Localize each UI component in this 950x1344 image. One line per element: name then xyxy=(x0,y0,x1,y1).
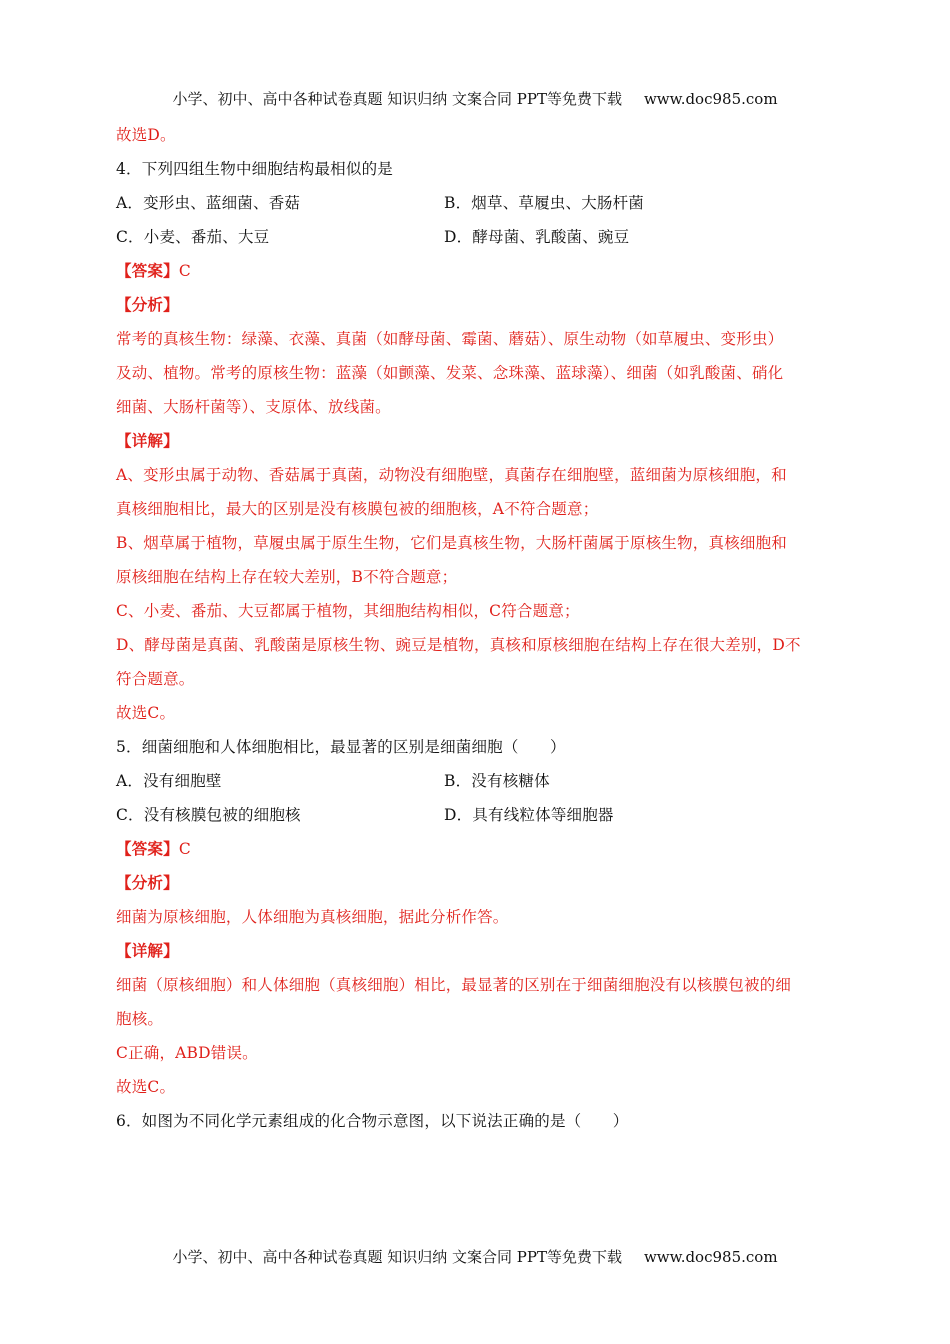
q4-detail-line: C、小麦、番茄、大豆都属于植物，其细胞结构相似，C符合题意； xyxy=(116,602,580,620)
page-footer xyxy=(0,1246,950,1267)
q4-detail-tag: 【详解】 xyxy=(116,431,179,450)
q4-answer xyxy=(116,254,840,288)
q5-detail-heading xyxy=(116,934,840,968)
q4-option-c: C．小麦、番茄、大豆 xyxy=(116,228,270,246)
q4-detail-line: 真核细胞相比，最大的区别是没有核膜包被的细胞核，A不符合题意； xyxy=(116,500,599,518)
q4-analysis-heading xyxy=(116,288,840,322)
q4-detail-line: B、烟草属于植物，草履虫属于原生生物，它们是真核生物，大肠杆菌属于原核生物，真核细胞和 xyxy=(116,534,787,552)
q4-answer-value: C xyxy=(178,262,191,280)
q4-analysis-line: 及动、植物。常考的原核生物：蓝藻（如颤藻、发菜、念珠藻、蓝球藻）、细菌（如乳酸菌、硝化 xyxy=(116,364,784,382)
q5-detail-line: 胞核。 xyxy=(116,1010,164,1028)
q5-detail-tag: 【详解】 xyxy=(116,941,179,960)
q6-stem: 6．如图为不同化学元素组成的化合物示意图，以下说法正确的是（ ） xyxy=(116,1112,629,1130)
q4-conclusion: 故选C。 xyxy=(116,704,176,722)
prev-conclusion: 故选D。 xyxy=(116,126,176,144)
document-body xyxy=(116,118,840,1138)
q5-answer-tag: 【答案】 xyxy=(116,839,179,858)
q5-answer xyxy=(116,832,840,866)
q5-stem: 5．细菌细胞和人体细胞相比，最显著的区别是细菌细胞（ ） xyxy=(116,738,566,756)
header-text: 小学、初中、高中各种试卷真题 知识归纳 文案合同 PPT等免费下载 xyxy=(172,90,622,108)
q4-stem: 4．下列四组生物中细胞结构最相似的是 xyxy=(116,160,393,178)
q5-options-row-1 xyxy=(116,764,840,798)
q5-option-b: B．没有核糖体 xyxy=(444,772,550,790)
q5-analysis-heading xyxy=(116,866,840,900)
footer-text: 小学、初中、高中各种试卷真题 知识归纳 文案合同 PPT等免费下载 xyxy=(172,1248,622,1266)
q5-detail-line: 细菌（原核细胞）和人体细胞（真核细胞）相比，最显著的区别在于细菌细胞没有以核膜包被的细 xyxy=(116,976,792,994)
q5-option-a: A．没有细胞壁 xyxy=(116,772,222,790)
q4-detail-heading xyxy=(116,424,840,458)
q5-options-row-2 xyxy=(116,798,840,832)
q4-detail-line: A、变形虫属于动物、香菇属于真菌，动物没有细胞壁，真菌存在细胞壁，蓝细菌为原核细胞，和 xyxy=(116,466,787,484)
q5-option-d: D．具有线粒体等细胞器 xyxy=(444,806,614,824)
q4-options-row-2 xyxy=(116,220,840,254)
q4-detail-line: 原核细胞在结构上存在较大差别，B不符合题意； xyxy=(116,568,458,586)
q4-options-row-1 xyxy=(116,186,840,220)
q5-analysis-line: 细菌为原核细胞，人体细胞为真核细胞，据此分析作答。 xyxy=(116,908,509,926)
q4-analysis-line: 常考的真核生物：绿藻、衣藻、真菌（如酵母菌、霉菌、蘑菇）、原生动物（如草履虫、变形虫） xyxy=(116,330,784,348)
q5-option-c: C．没有核膜包被的细胞核 xyxy=(116,806,301,824)
header-url[interactable]: www.doc985.com xyxy=(643,90,778,108)
q4-option-b: B．烟草、草履虫、大肠杆菌 xyxy=(444,194,644,212)
q4-option-a: A．变形虫、蓝细菌、香菇 xyxy=(116,194,301,212)
q5-answer-value: C xyxy=(178,840,191,858)
q4-detail-line: 符合题意。 xyxy=(116,670,195,688)
q5-conclusion: 故选C。 xyxy=(116,1078,176,1096)
page-header xyxy=(0,88,950,109)
q4-analysis-tag: 【分析】 xyxy=(116,295,179,314)
footer-url[interactable]: www.doc985.com xyxy=(643,1248,778,1266)
q5-detail-line: C正确，ABD错误。 xyxy=(116,1044,258,1062)
q4-detail-line: D、酵母菌是真菌、乳酸菌是原核生物、豌豆是植物，真核和原核细胞在结构上存在很大差别，D不 xyxy=(116,636,801,654)
q4-option-d: D．酵母菌、乳酸菌、豌豆 xyxy=(444,228,630,246)
q5-analysis-tag: 【分析】 xyxy=(116,873,179,892)
q4-answer-tag: 【答案】 xyxy=(116,261,179,280)
q4-analysis-line: 细菌、大肠杆菌等）、支原体、放线菌。 xyxy=(116,398,391,416)
